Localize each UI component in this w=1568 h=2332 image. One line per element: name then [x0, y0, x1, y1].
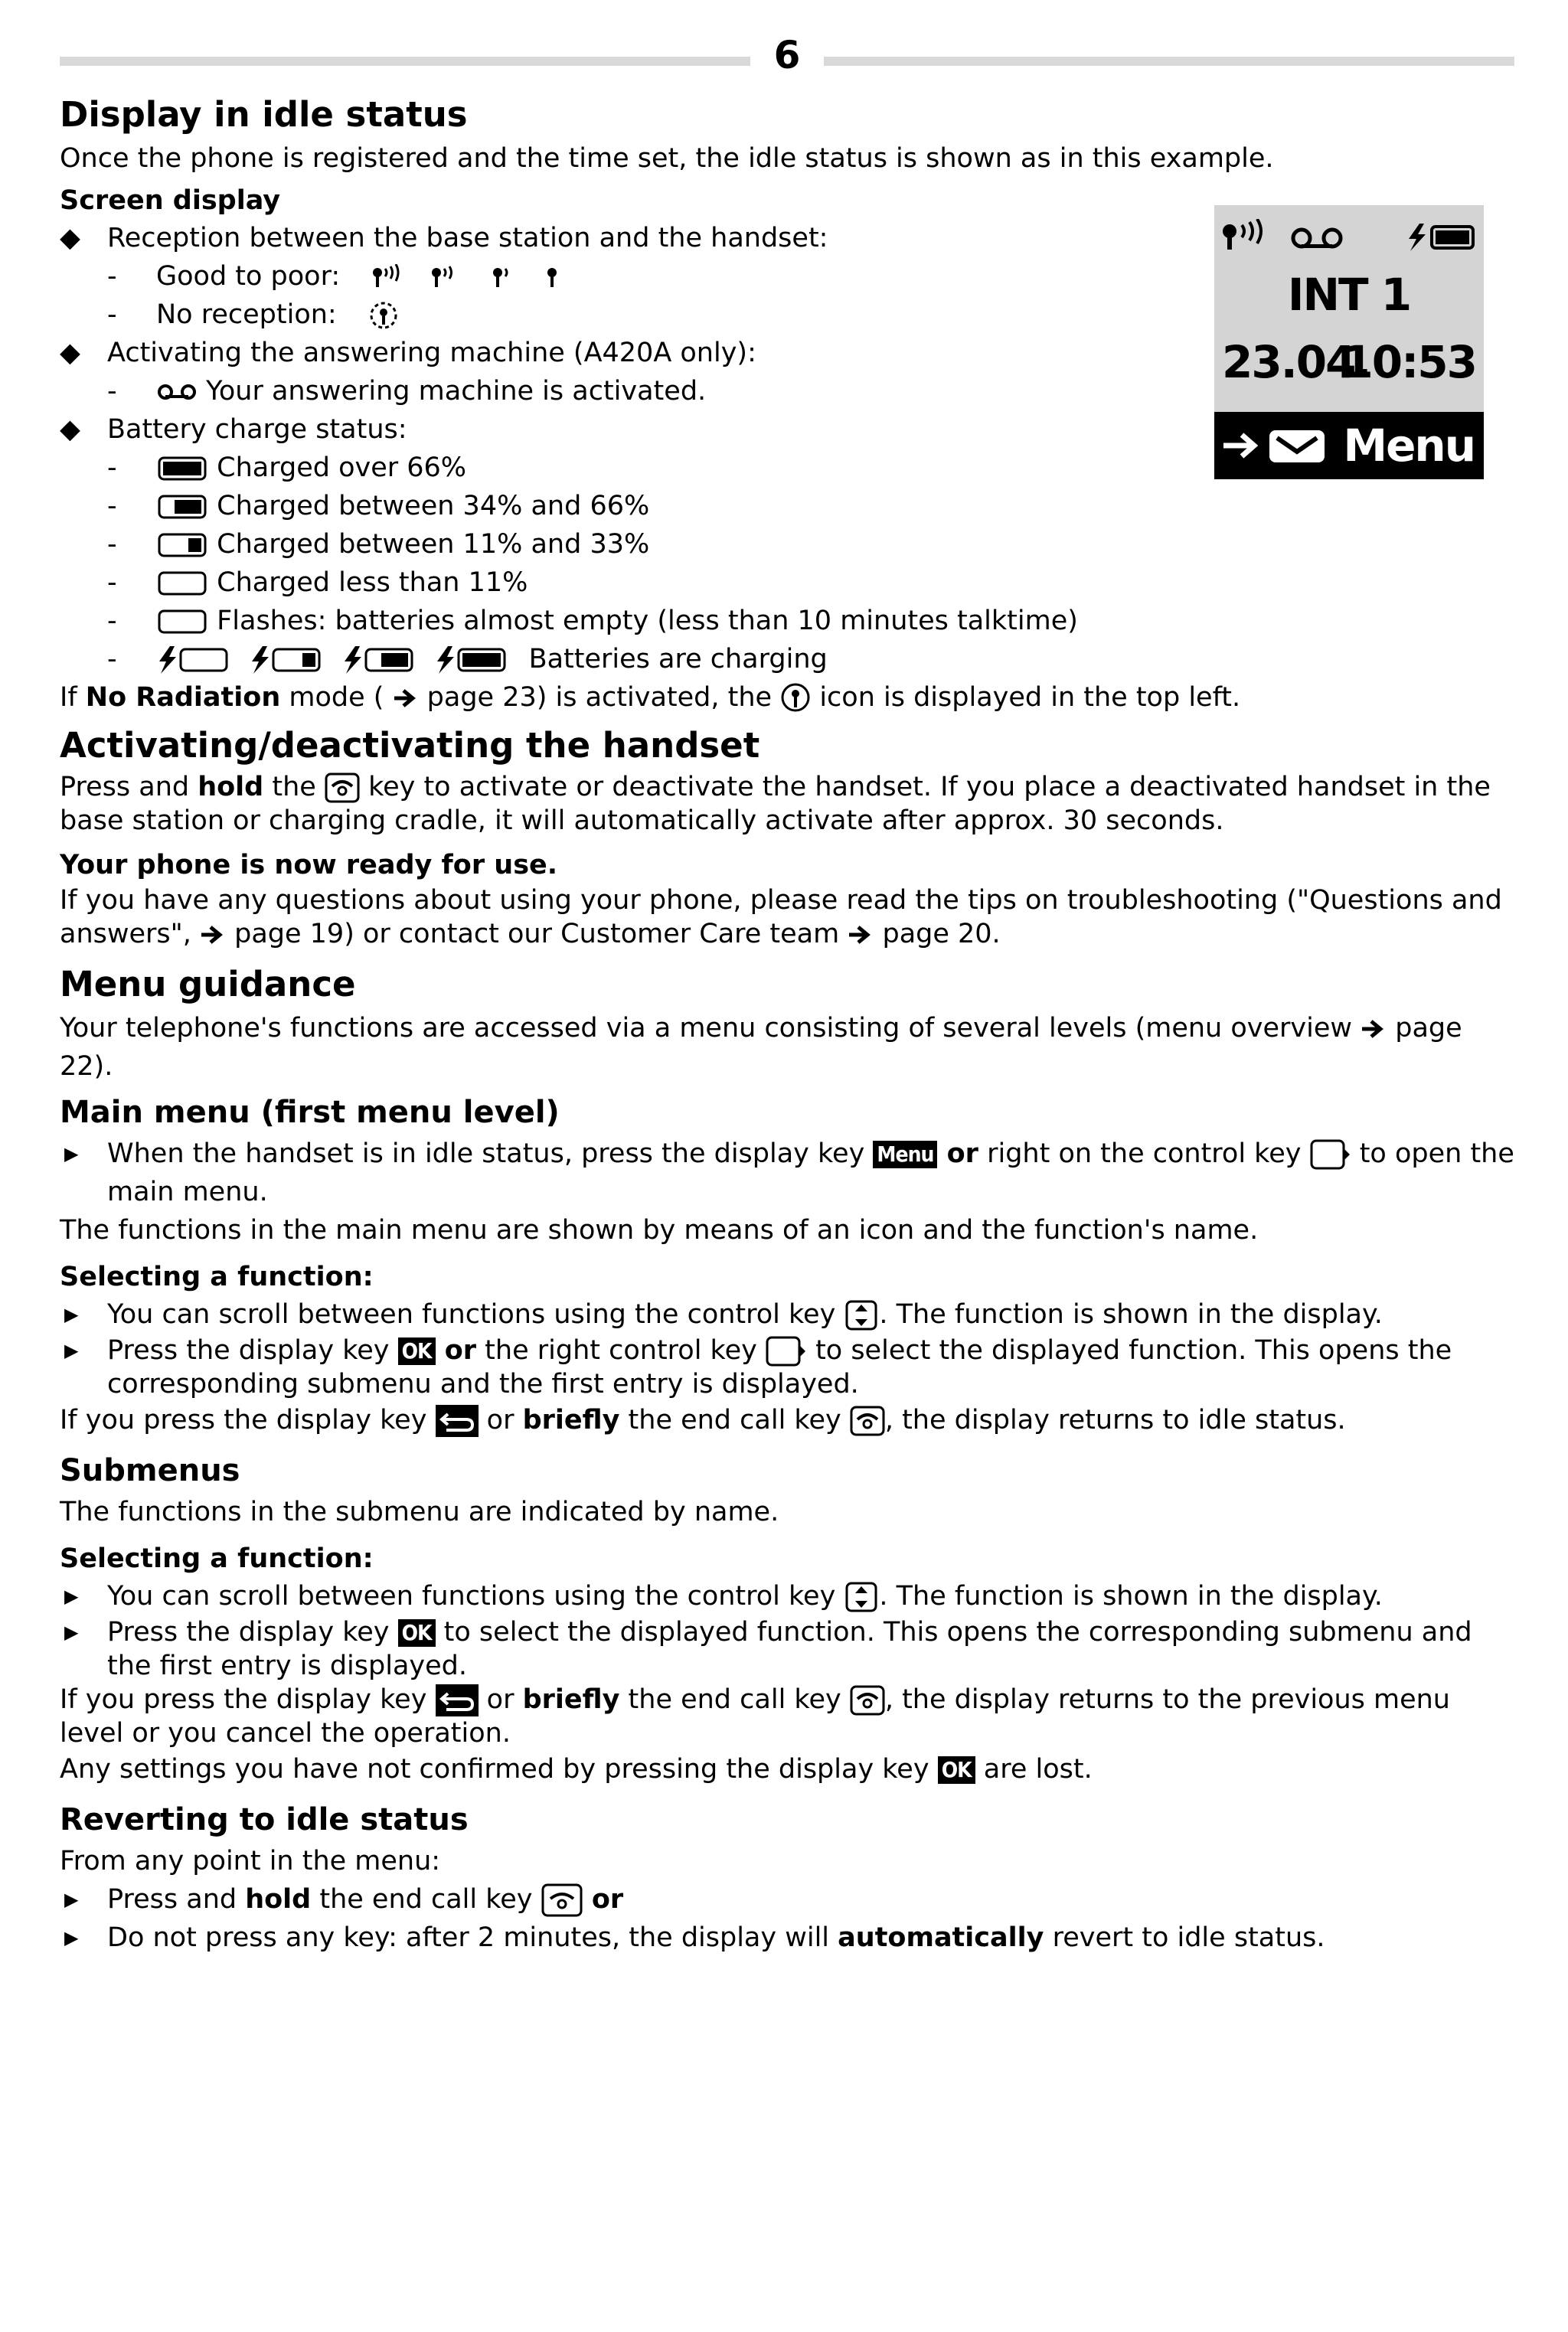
- battery-charging-full-icon: [434, 645, 509, 675]
- activate-paragraph: Press and hold the key to activate or deactivate the handset. If you place a deactivated handset in the base station or charging cradle, it will automatically activate after approx. 30 seconds.: [60, 772, 1491, 836]
- settings-lost-paragraph: Any settings you have not confirmed by pressing the display key OK are lost.: [60, 1754, 1093, 1785]
- phone-time: 10:53: [1342, 336, 1476, 388]
- list-item: [60, 296, 1514, 334]
- control-key-updown-icon: [844, 1298, 879, 1332]
- charge-level-text: Charged between 34% and 66%: [217, 491, 650, 521]
- list-item: ▶ Do not press any key: after 2 minutes, the display will automatically revert to idle status.: [60, 1919, 1514, 1957]
- charging-text: Batteries are charging: [528, 644, 828, 674]
- battery-full-icon: [156, 455, 208, 482]
- heading-display-idle: Display in idle status: [60, 94, 468, 135]
- end-call-key-icon: [325, 772, 360, 803]
- display-icon-list: [60, 219, 1514, 678]
- list-item: [60, 563, 1514, 602]
- list-item: [60, 410, 1514, 449]
- ok-key-badge: OK: [938, 1756, 975, 1784]
- header-bar-left: [60, 57, 750, 66]
- good-to-poor-text: Good to poor:: [156, 261, 341, 292]
- header-bar-right: [824, 57, 1514, 66]
- answering-machine-icon: [156, 382, 198, 402]
- selecting-list: [60, 1295, 1514, 1401]
- ok-key-badge: OK: [398, 1619, 436, 1647]
- list-item: ▶ You can scroll between functions using the control key . The function is shown in the display.: [60, 1295, 1514, 1334]
- revert-intro: From any point in the menu:: [60, 1846, 441, 1876]
- list-item: [60, 602, 1514, 640]
- submenu-selecting-list: [60, 1577, 1514, 1683]
- control-key-updown-icon: [844, 1580, 879, 1614]
- main-menu-paragraph: The functions in the main menu are shown by means of an icon and the function's name.: [60, 1215, 1259, 1246]
- selecting-label: Selecting a function:: [60, 1543, 374, 1574]
- arrow-right-icon: [393, 688, 419, 708]
- submenus-intro: The functions in the submenu are indicated by name.: [60, 1497, 779, 1527]
- no-radiation-note: If No Radiation mode ( page 23) is activated, the icon is displayed in the top left.: [60, 682, 1241, 713]
- display-intro: Once the phone is registered and the time set, the idle status is shown as in this example.: [60, 143, 1274, 174]
- list-item: ▶ When the handset is in idle status, press the display key Menu or right on the control key to open the main menu.: [60, 1135, 1514, 1211]
- end-call-key-icon: [850, 1685, 885, 1716]
- reception-text: Reception between the base station and the handset:: [107, 223, 828, 253]
- battery-charging-third-icon: [249, 645, 324, 675]
- no-reception-text: No reception:: [156, 299, 337, 330]
- battery-charging-two-thirds-icon: [341, 645, 416, 675]
- answering-text: Activating the answering machine (A420A only):: [107, 338, 756, 368]
- revert-list: [60, 1880, 1514, 1957]
- list-item: [60, 334, 1514, 372]
- screen-display-label: Screen display: [60, 185, 281, 216]
- list-item: [60, 487, 1514, 525]
- battery-empty-icon: [156, 570, 208, 597]
- back-key-icon: [436, 1405, 479, 1437]
- battery-two-thirds-icon: [156, 493, 208, 521]
- phone-date: 23.04.: [1222, 336, 1370, 388]
- end-call-key-icon: [850, 1406, 885, 1436]
- charge-level-text: Charged less than 11%: [217, 567, 528, 598]
- menu-key-badge: Menu: [873, 1141, 937, 1168]
- control-key-right-icon: [1310, 1139, 1351, 1170]
- submenu-back-paragraph: If you press the display key or briefly the end call key , the display returns to the previous menu level or you cancel the operation.: [60, 1684, 1450, 1749]
- main-menu-list: [60, 1135, 1514, 1211]
- list-item: [60, 372, 1514, 410]
- phone-internal-name: INT 1: [1287, 269, 1411, 321]
- page-content: [60, 90, 1514, 1957]
- list-item: [60, 219, 1514, 257]
- heading-menu-guidance: Menu guidance: [60, 964, 356, 1004]
- back-key-icon: [436, 1684, 479, 1716]
- list-item: [60, 257, 1514, 296]
- list-item: ▶ You can scroll between functions using the control key . The function is shown in the display.: [60, 1577, 1514, 1615]
- signal-medium-icon: [430, 264, 464, 290]
- questions-paragraph: If you have any questions about using your phone, please read the tips on troubleshooting ("Questions and answers", page 19) or contact our Customer Care team page 20.: [60, 885, 1502, 949]
- list-item: [60, 449, 1514, 487]
- heading-reverting: Reverting to idle status: [60, 1802, 469, 1837]
- list-item: [60, 525, 1514, 563]
- list-item: ▶ Press the display key OK or the right control key to select the displayed function. This opens the corresponding submenu and the first entry is displayed.: [60, 1334, 1514, 1401]
- ok-key-badge: OK: [398, 1337, 436, 1365]
- selecting-label: Selecting a function:: [60, 1262, 374, 1292]
- back-paragraph: If you press the display key or briefly the end call key , the display returns to idle status.: [60, 1405, 1346, 1435]
- arrow-right-icon: [848, 925, 874, 945]
- phone-menu-softkey: Menu: [1343, 420, 1475, 472]
- heading-submenus: Submenus: [60, 1453, 240, 1488]
- arrow-right-icon: [1361, 1019, 1387, 1039]
- ready-label: Your phone is now ready for use.: [60, 850, 558, 880]
- answering-active-text: Your answering machine is activated.: [206, 376, 707, 407]
- arrow-right-icon: [200, 925, 226, 945]
- end-call-key-icon: [541, 1883, 583, 1917]
- battery-charging-empty-icon: [156, 645, 231, 675]
- page-number: 6: [773, 33, 801, 77]
- control-key-right-icon: [766, 1336, 807, 1367]
- page-header: [60, 31, 1514, 80]
- signal-minimal-icon: [546, 264, 560, 290]
- list-item: ▶ Press the display key OK to select the displayed function. This opens the corresponding submenu and the first entry is displayed.: [60, 1615, 1514, 1683]
- heading-main-menu: Main menu (first menu level): [60, 1095, 560, 1130]
- menu-intro: Your telephone's functions are accessed via a menu consisting of several levels (menu overview page 22).: [60, 1013, 1462, 1082]
- list-item: [60, 640, 1514, 678]
- signal-low-icon: [492, 264, 514, 290]
- charge-level-text: Flashes: batteries almost empty (less than 10 minutes talktime): [217, 606, 1078, 636]
- list-item: ▶ Press and hold the end call key or: [60, 1880, 1514, 1919]
- charge-level-text: Charged between 11% and 33%: [217, 529, 650, 560]
- battery-flashing-icon: [156, 608, 208, 635]
- no-radiation-icon: [780, 682, 811, 714]
- battery-text: Battery charge status:: [107, 414, 407, 445]
- signal-full-icon: [371, 264, 410, 290]
- battery-one-third-icon: [156, 531, 208, 559]
- no-reception-icon: [368, 300, 399, 331]
- charge-level-text: Charged over 66%: [217, 452, 467, 483]
- heading-activating: Activating/deactivating the handset: [60, 725, 760, 766]
